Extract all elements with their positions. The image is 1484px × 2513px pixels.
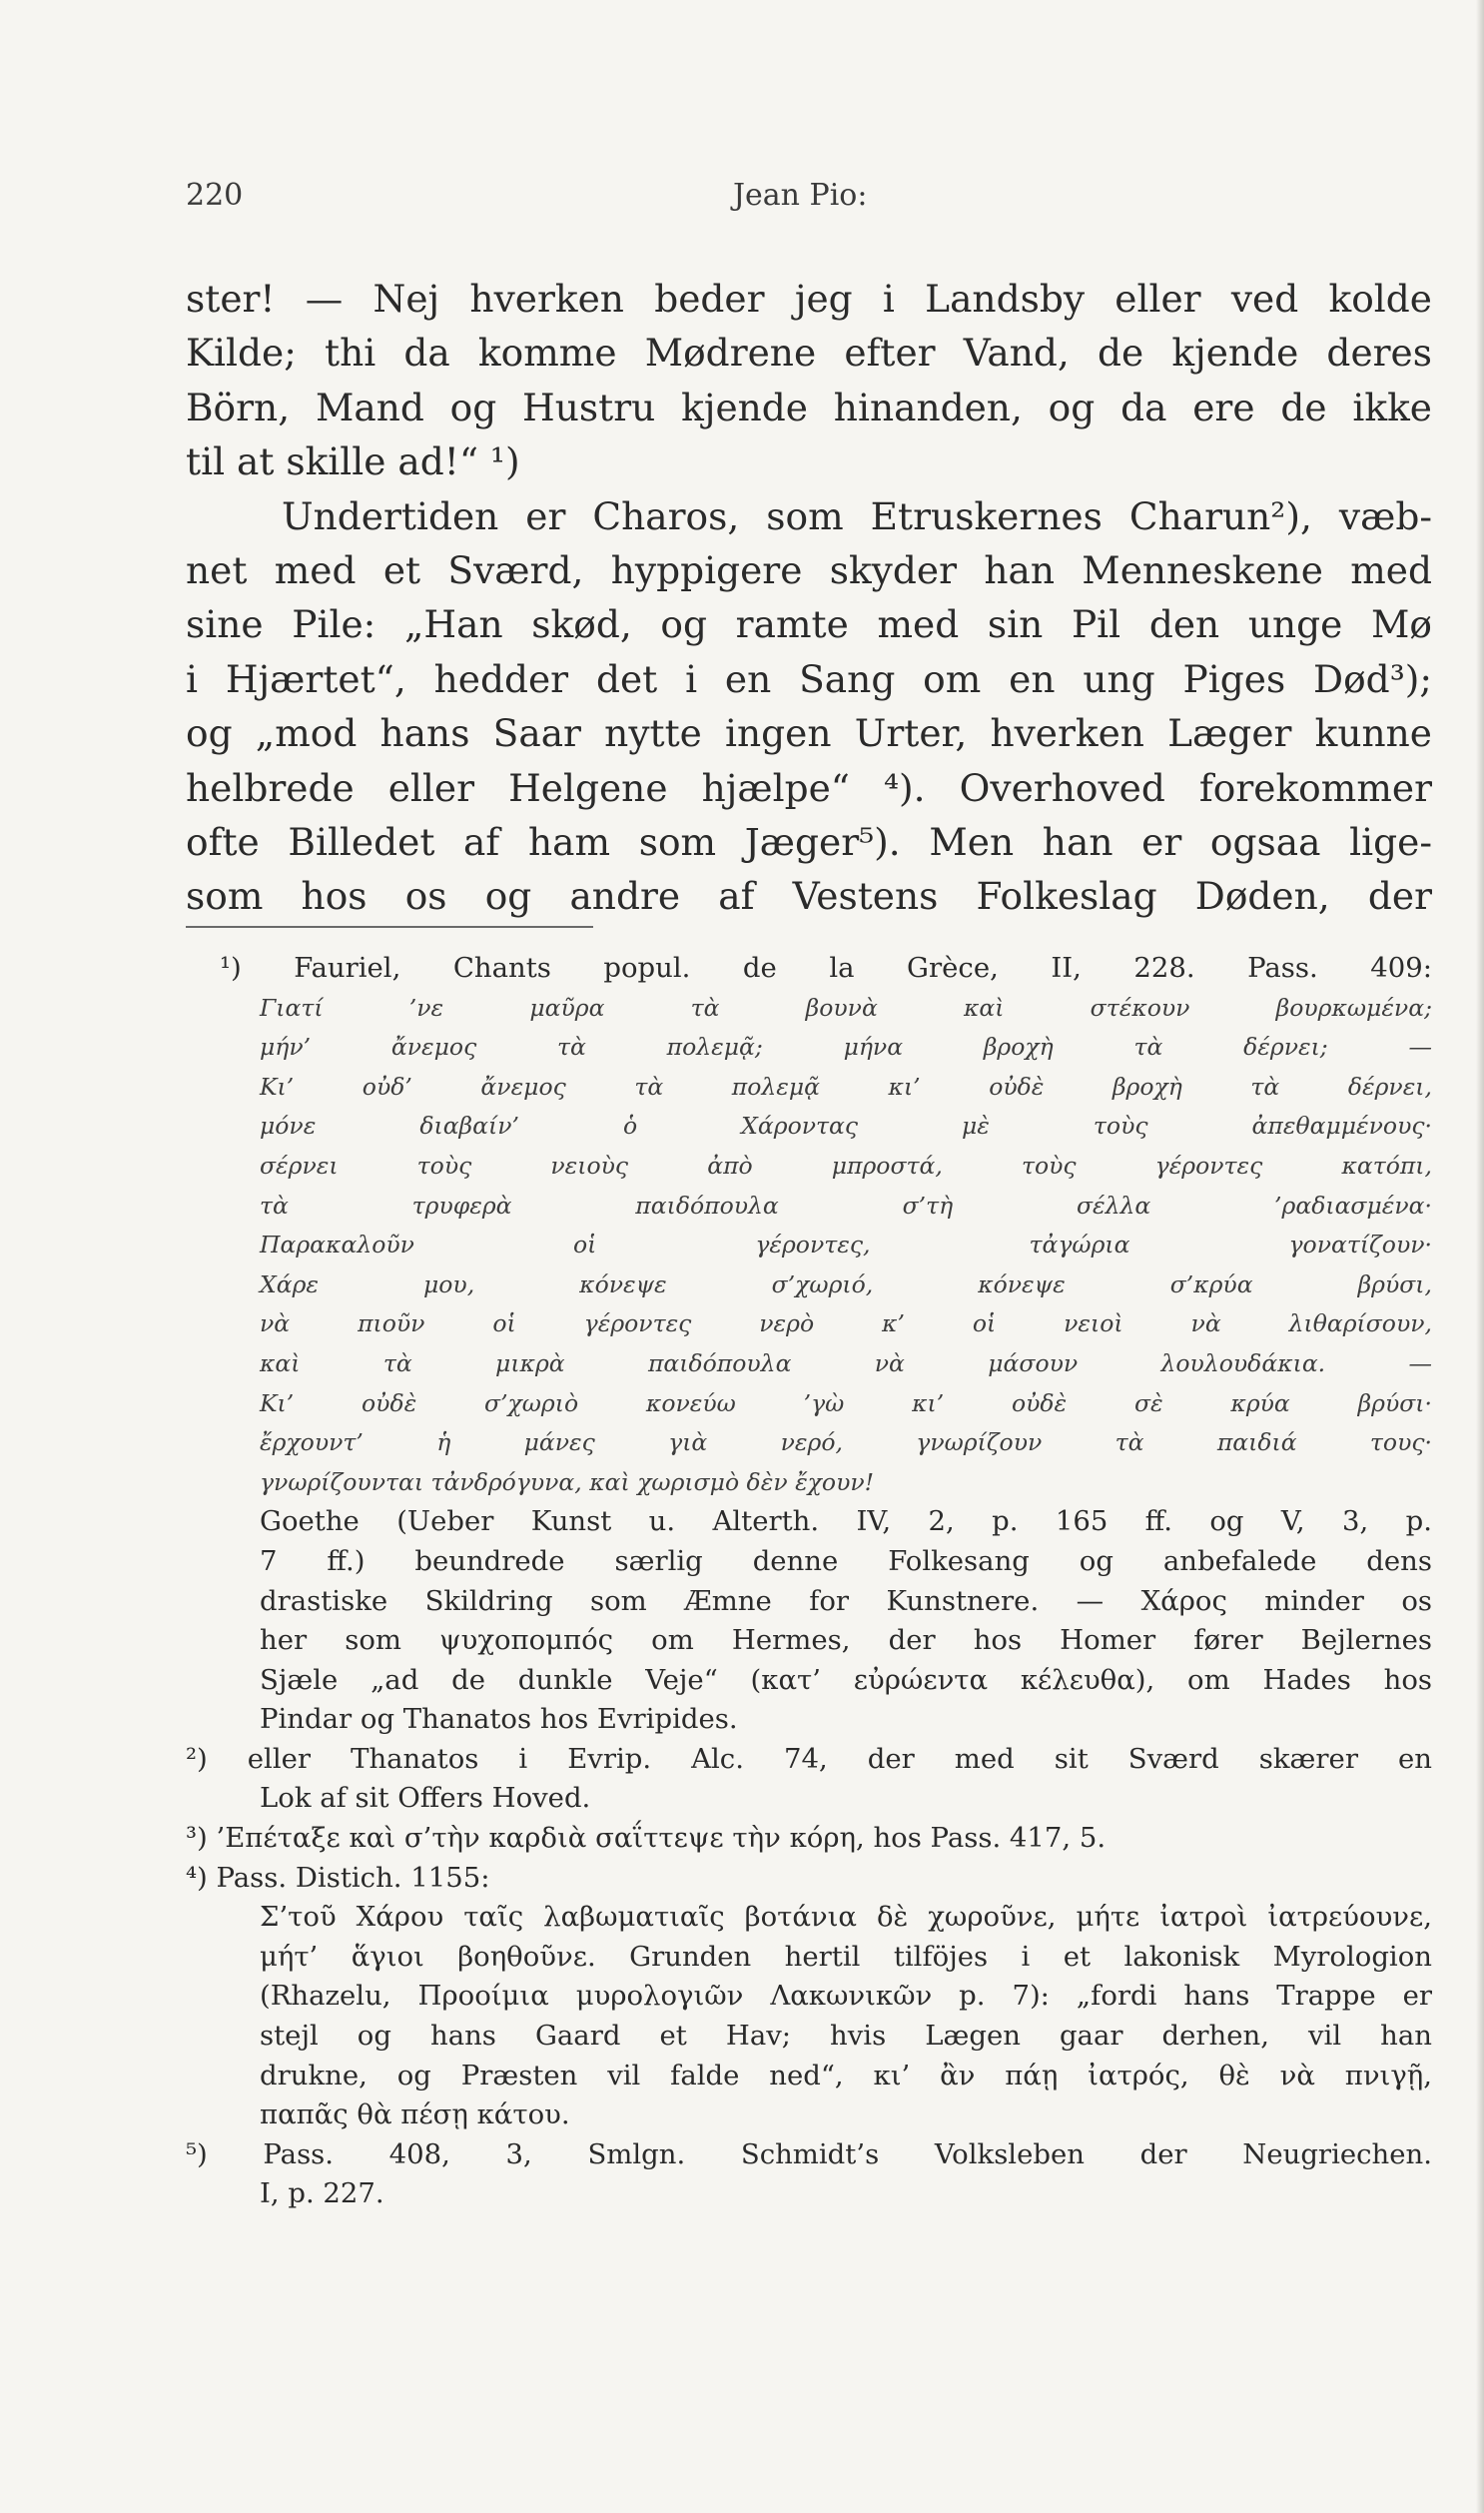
- text-line: helbrede eller Helgene hjælpe“ ⁴). Overhoved forekommer: [186, 765, 1432, 810]
- footnote-line: παπᾶς θὰ πέσῃ κάτου.: [260, 2098, 570, 2131]
- footnote-line: ¹) Fauriel, Chants popul. de la Grèce, II, 228. Pass. 409:: [220, 952, 1432, 984]
- footnote-line: drukne, og Præsten vil falde ned“, κι’ ἂν πάῃ ἰατρός, θὲ νὰ πνιγῇ,: [260, 2059, 1432, 2092]
- page-header: [186, 178, 1434, 228]
- greek-verse-line: νὰ πιοῦν οἱ γέροντες νερὸ κ’ οἱ νειοὶ νὰ λιθαρίσουν,: [260, 1309, 1432, 1338]
- page-edge: [1476, 0, 1484, 2513]
- text-line: i Hjærtet“, hedder det i en Sang om en ung Piges Død³);: [186, 656, 1432, 701]
- footnote-line: her som ψυχοπομπός om Hermes, der hos Homer fører Bejlernes: [260, 1624, 1432, 1657]
- footnote-line: ⁵) Pass. 408, 3, Smlgn. Schmidt’s Volksleben der Neugriechen.: [186, 2137, 1432, 2170]
- text-line: og „mod hans Saar nytte ingen Urter, hverken Læger kunne: [186, 711, 1432, 756]
- footnote-line: Goethe (Ueber Kunst u. Alterth. IV, 2, p. 165 ff. og V, 3, p.: [260, 1505, 1432, 1538]
- footnote-line: stejl og hans Gaard et Hav; hvis Lægen gaar derhen, vil han: [260, 2020, 1432, 2053]
- footnote-line: Sjæle „ad de dunkle Veje“ (κατ’ εὐρώεντα κέλευθα), om Hades hos: [260, 1663, 1432, 1696]
- footnote-line: Lok af sit Offers Hoved.: [260, 1782, 591, 1815]
- text-line: til at skille ad!“ ¹): [186, 439, 520, 484]
- greek-verse-line: Κι’ οὐδὲ σ’χωριὸ κονεύω ’γὼ κι’ οὐδὲ σὲ κρύα βρύσι·: [260, 1388, 1432, 1417]
- greek-verse-line: ἔρχουντ’ ἡ μάνες γιὰ νερό, γνωρίζουν τὰ παιδιά τους·: [260, 1428, 1432, 1457]
- text-line: Kilde; thi da komme Mødrene efter Vand, de kjende deres: [186, 331, 1432, 376]
- greek-verse-line: Κι’ οὐδ’ ἄνεμος τὰ πολεμᾷ κι’ οὐδὲ βροχὴ τὰ δέρνει,: [260, 1072, 1432, 1101]
- main-text: [186, 272, 1432, 924]
- text-line: Börn, Mand og Hustru kjende hinanden, og da ere de ikke: [186, 385, 1432, 429]
- greek-verse-line: τὰ τρυφερὰ παιδόπουλα σ’τὴ σέλλα ’ραδιασμένα·: [260, 1191, 1432, 1220]
- greek-verse-line: καὶ τὰ μικρὰ παιδόπουλα νὰ μάσουν λουλουδάκια. —: [260, 1348, 1432, 1377]
- footnote-line: μήτ’ ἅγιοι βοηθοῦνε. Grunden hertil tilföjes i et lakonisk Myrologion: [260, 1940, 1432, 1973]
- text-line: ofte Billedet af ham som Jæger⁵). Men han er ogsaa lige-: [186, 819, 1432, 864]
- page-number: 220: [186, 178, 244, 213]
- footnote-line: ⁴) Pass. Distich. 1155:: [186, 1861, 490, 1894]
- footnote-line: ³) ’Επέταξε καὶ σ’τὴν καρδιὰ σαΐττεψε τὴν κόρη, hos Pass. 417, 5.: [186, 1822, 1107, 1855]
- text-line: Undertiden er Charos, som Etruskernes Charun²), væb-: [282, 493, 1432, 538]
- footnote-line: 7 ff.) beundrede særlig denne Folkesang og anbefalede dens: [260, 1544, 1432, 1577]
- footnote-line: (Rhazelu, Προοίμια μυρολογιῶν Λακωνικῶν p. 7): „fordi hans Trappe er: [260, 1980, 1432, 2013]
- greek-verse-line: Παρακαλοῦν οἱ γέροντες, τἀγώρια γονατίζουν·: [260, 1231, 1432, 1259]
- footnote-line: Σ’τοῦ Χάρου ταῖς λαβωματιαῖς βοτάνια δὲ χωροῦνε, μήτε ἰατροὶ ἰατρεύουνε,: [260, 1901, 1432, 1934]
- greek-verse-line: Χάρε μου, κόνεψε σ’χωριό, κόνεψε σ’κρύα βρύσι,: [260, 1269, 1432, 1298]
- greek-verse-line: γνωρίζουνται τἀνδρόγυνα, καὶ χωρισμὸ δὲν ἔχουν!: [260, 1467, 875, 1496]
- greek-verse-line: μήν’ ἄνεμος τὰ πολεμᾷ; μήνα βροχὴ τὰ δέρνει; —: [260, 1033, 1432, 1062]
- footnote-line: Pindar og Thanatos hos Evripides.: [260, 1703, 738, 1736]
- footnote-line: I, p. 227.: [260, 2177, 384, 2210]
- footnote-line: ²) eller Thanatos i Evrip. Alc. 74, der med sit Sværd skærer en: [186, 1742, 1432, 1775]
- footnotes: [186, 949, 1432, 2214]
- greek-verse-line: μόνε διαβαίν’ ὁ Χάροντας μὲ τοὺς ἀπεθαμμένους·: [260, 1112, 1432, 1141]
- text-line: som hos os og andre af Vestens Folkeslag Døden, der: [186, 874, 1432, 919]
- footnote-line: drastiske Skildring som Æmne for Kunstnere. — Χάρος minder os: [260, 1584, 1432, 1617]
- text-line: net med et Sværd, hyppigere skyder han Menneskene med: [186, 547, 1432, 592]
- greek-verse-line: Γιατί ’νε μαῦρα τὰ βουνὰ καὶ στέκουν βουρκωμένα;: [260, 993, 1432, 1022]
- text-line: sine Pile: „Han skød, og ramte med sin Pil den unge Mø: [186, 602, 1432, 647]
- greek-verse-line: σέρνει τοὺς νειοὺς ἀπὸ μπροστά, τοὺς γέροντες κατόπι,: [260, 1151, 1432, 1180]
- footnote-divider: [186, 926, 593, 928]
- running-title: Jean Pio:: [733, 178, 868, 213]
- text-line: ster! — Nej hverken beder jeg i Landsby eller ved kolde: [186, 277, 1432, 321]
